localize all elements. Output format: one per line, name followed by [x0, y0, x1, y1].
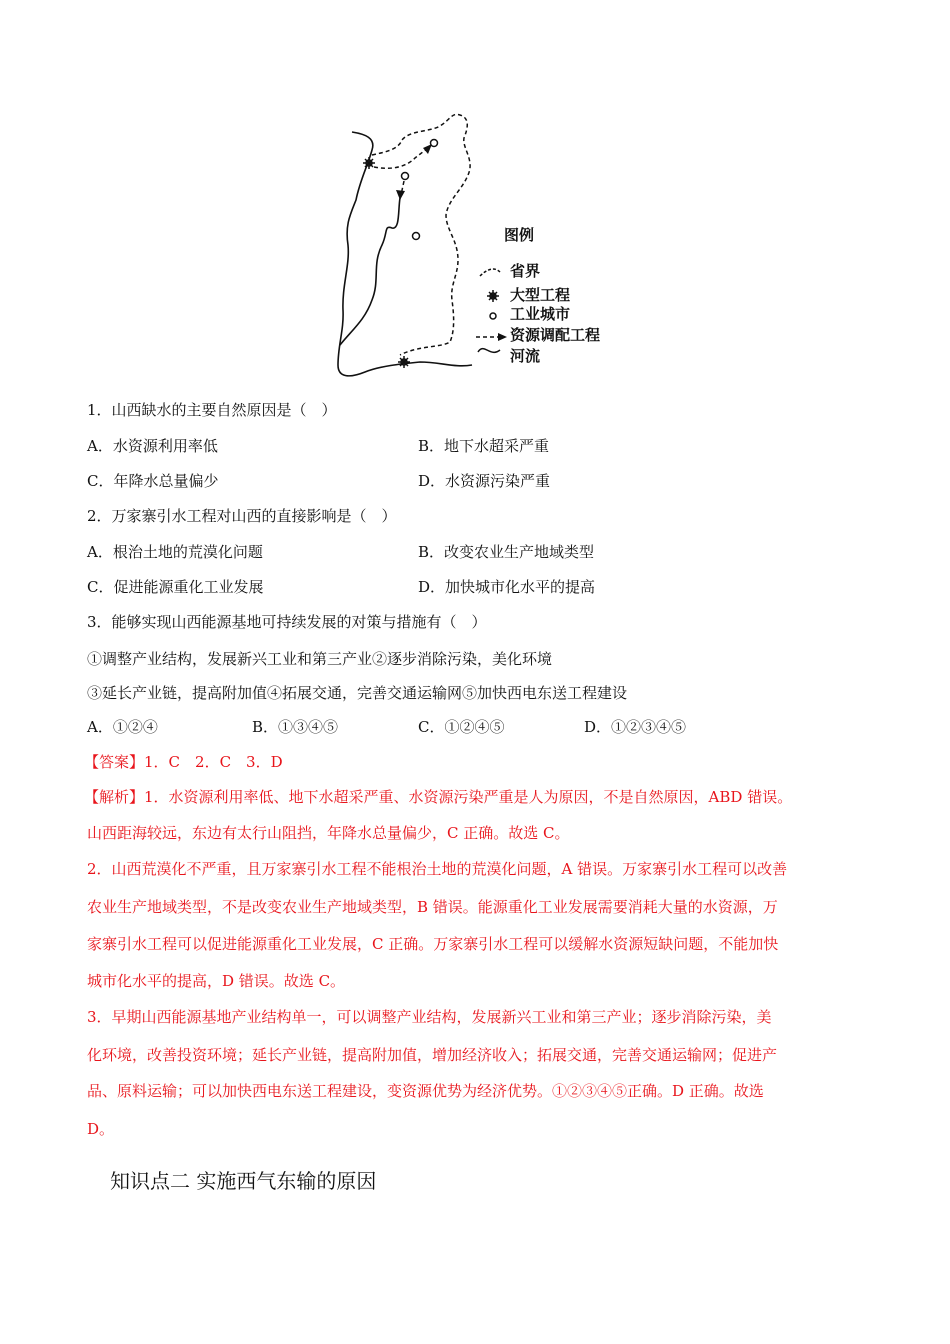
analysis-line: 品、原料运输；可以加快西电东送工程建设，变资源优势为经济优势。①②③④⑤正确。D 正确。故选 [87, 1082, 764, 1100]
option: B．地下水超采严重 [418, 437, 550, 455]
legend-project-icon [487, 290, 499, 302]
city-icon [413, 233, 420, 240]
analysis-line: 【解析】1．水资源利用率低、地下水超采严重、水资源污染严重是人为原因，不是自然原因，ABD 错误。 [84, 788, 793, 806]
arrow-icon [396, 190, 405, 200]
legend-label: 省界 [510, 262, 541, 280]
legend-label: 资源调配工程 [510, 326, 601, 344]
statement-line: ③延长产业链，提高附加值④拓展交通，完善交通运输网⑤加快西电东送工程建设 [87, 684, 628, 702]
option: C．①②④⑤ [418, 718, 505, 736]
option: A．水资源利用率低 [87, 437, 218, 455]
city-icon [431, 140, 438, 147]
option: A．根治土地的荒漠化问题 [87, 543, 263, 561]
section-heading: 知识点二 实施西气东输的原因 [110, 1169, 377, 1193]
legend-city-icon [490, 313, 496, 319]
option: C．年降水总量偏少 [87, 472, 219, 490]
river-main [338, 132, 472, 376]
question-stem: 1．山西缺水的主要自然原因是（ ） [87, 401, 337, 419]
question-stem: 2．万家寨引水工程对山西的直接影响是（ ） [87, 507, 397, 525]
question-stem: 3．能够实现山西能源基地可持续发展的对策与措施有（ ） [87, 613, 487, 631]
statement-line: ①调整产业结构，发展新兴工业和第三产业②逐步消除污染，美化环境 [87, 650, 553, 668]
project-star-icon [398, 356, 410, 368]
legend-label: 大型工程 [510, 286, 571, 304]
option: B．①③④⑤ [252, 718, 339, 736]
analysis-line: 2．山西荒漠化不严重，且万家寨引水工程不能根治土地的荒漠化问题，A 错误。万家寨引水工程可以改善 [87, 860, 788, 878]
analysis-line: 家寨引水工程可以促进能源重化工业发展，C 正确。万家寨引水工程可以缓解水资源短缺问题，不能加快 [87, 935, 779, 953]
option: B．改变农业生产地域类型 [418, 543, 595, 561]
city-icon [402, 173, 409, 180]
transfer-route-1 [374, 148, 428, 168]
option: D．加快城市化水平的提高 [418, 578, 596, 596]
project-star-icon [363, 157, 375, 169]
answer-line: 【答案】1．C 2．C 3．D [84, 753, 283, 771]
legend-boundary-icon [480, 269, 500, 276]
analysis-line: D。 [87, 1120, 115, 1138]
option: D．①②③④⑤ [584, 718, 687, 736]
option: D．水资源污染严重 [418, 472, 551, 490]
option: A．①②④ [87, 718, 158, 736]
option: C．促进能源重化工业发展 [87, 578, 264, 596]
legend-label: 工业城市 [510, 305, 571, 323]
analysis-line: 城市化水平的提高，D 错误。故选 C。 [87, 972, 346, 990]
legend-river-icon [478, 349, 500, 353]
legend-title: 图例 [504, 226, 535, 244]
analysis-line: 化环境，改善投资环境；延长产业链，提高附加值，增加经济收入；拓展交通，完善交通运输网；促进产 [87, 1046, 778, 1064]
legend-label: 河流 [510, 347, 541, 365]
analysis-line: 山西距海较远，东边有太行山阻挡，年降水总量偏少，C 正确。故选 C。 [87, 824, 570, 842]
analysis-line: 3．早期山西能源基地产业结构单一，可以调整产业结构，发展新兴工业和第三产业；逐步消除污染，美 [87, 1008, 772, 1026]
analysis-line: 农业生产地域类型，不是改变农业生产地域类型，B 错误。能源重化工业发展需要消耗大量的水资源，万 [87, 898, 778, 916]
province-boundary [372, 114, 470, 355]
